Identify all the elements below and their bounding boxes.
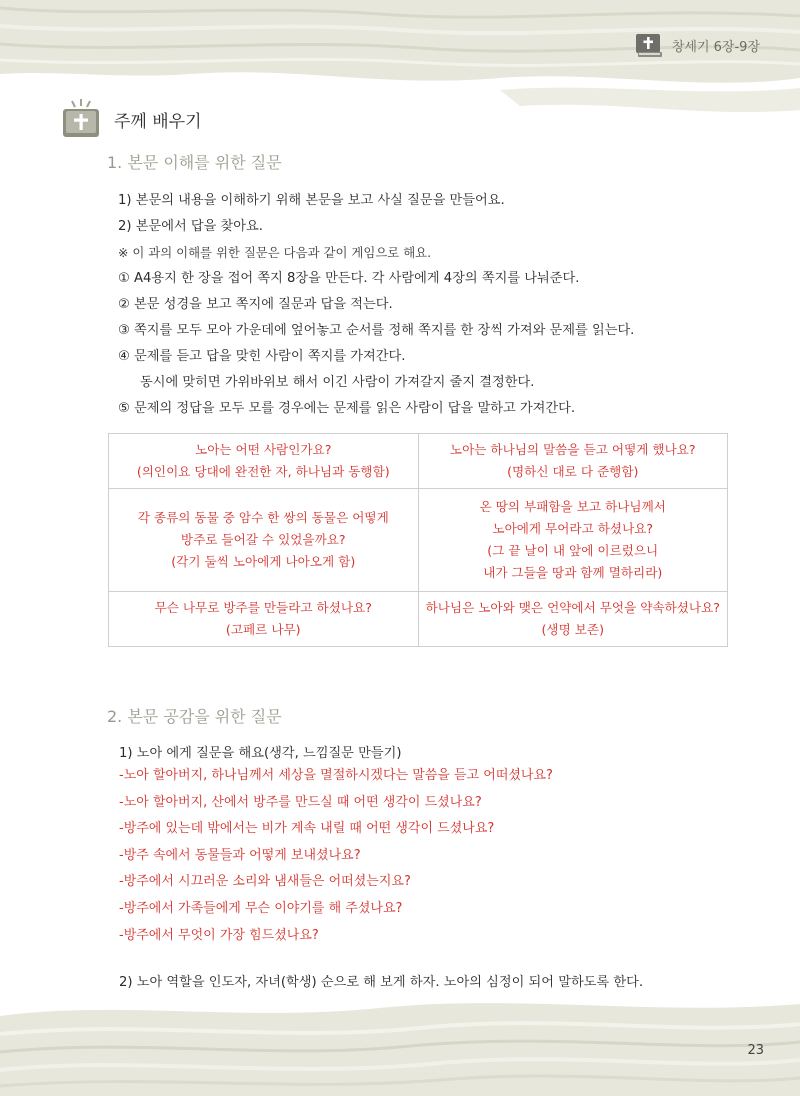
- question-text: 하나님은 노아와 맺은 언약에서 무엇을 약속하셨나요?: [425, 600, 720, 615]
- table-row: [109, 434, 728, 489]
- part2-heading: 2. 본문 공감을 위한 질문: [107, 707, 282, 726]
- question-text: 온 땅의 부패함을 보고 하나님께서: [479, 499, 666, 514]
- open-bible-icon: [60, 99, 102, 139]
- section-header: [60, 99, 202, 139]
- instruction-step: ③ 쪽지를 모두 모아 가운데에 엎어놓고 순서를 정해 쪽지를 한 장씩 가져와 문제를 읽는다.: [118, 323, 635, 338]
- question-text: 각 종류의 동물 중 암수 한 쌍의 동물은 어떻게: [137, 510, 389, 525]
- chapter-reference: 창세기 6장-9장: [671, 39, 760, 55]
- bible-book-icon: [634, 31, 664, 59]
- question-answer-table: [108, 433, 728, 647]
- chapter-tag: [634, 31, 760, 59]
- part2-intro: 1) 노아 에게 질문을 해요(생각, 느낌질문 만들기): [119, 746, 402, 761]
- instruction-step: ② 본문 성경을 보고 쪽지에 질문과 답을 적는다.: [118, 297, 393, 312]
- answer-text: (명하신 대로 다 준행함): [507, 464, 639, 479]
- question-text: 노아에게 무어라고 하셨나요?: [492, 521, 654, 536]
- list-item: -방주에서 가족들에게 무슨 이야기를 해 주셨나요?: [119, 900, 403, 916]
- instruction-note: ※ 이 과의 이해를 위한 질문은 다음과 같이 게임으로 해요.: [118, 245, 432, 260]
- section-title: 주께 배우기: [114, 111, 202, 132]
- list-item: -방주에서 시끄러운 소리와 냄새들은 어떠셨는지요?: [119, 874, 411, 890]
- answer-text: 내가 그들을 땅과 함께 멸하리라): [483, 565, 663, 580]
- instruction-step: ④ 문제를 듣고 답을 맞힌 사람이 쪽지를 가져간다.: [118, 349, 406, 364]
- instruction-step-continued: 동시에 맞히면 가위바위보 해서 이긴 사람이 가져갈지 줄지 결정한다.: [140, 375, 535, 390]
- answer-text: (그 끝 날이 내 앞에 이르렀으니: [487, 543, 659, 558]
- list-item: -방주에서 무엇이 가장 힘드셨나요?: [119, 927, 319, 943]
- instruction-line: 1) 본문의 내용을 이해하기 위해 본문을 보고 사실 질문을 만들어요.: [118, 193, 505, 208]
- table-cell: [418, 434, 728, 489]
- list-item: -방주에 있는데 밖에서는 비가 계속 내릴 때 어떤 생각이 드셨나요?: [119, 821, 495, 837]
- empathy-question-list: [119, 763, 553, 949]
- table-cell: [109, 592, 419, 647]
- wave-background-bottom: [0, 986, 800, 1096]
- instruction-line: 2) 본문에서 답을 찾아요.: [118, 219, 263, 234]
- part2-outro: 2) 노아 역할을 인도자, 자녀(학생) 순으로 해 보게 하자. 노아의 심정이 되어 말하도록 한다.: [119, 975, 644, 990]
- question-text: 노아는 하나님의 말씀을 듣고 어떻게 했나요?: [449, 442, 696, 457]
- instruction-step: ⑤ 문제의 정답을 모두 모를 경우에는 문제를 읽은 사람이 답을 말하고 가져간다.: [118, 401, 576, 416]
- part1-instructions: [118, 188, 758, 422]
- table-cell: [109, 434, 419, 489]
- list-item: -노아 할아버지, 하나님께서 세상을 멸절하시겠다는 말씀을 듣고 어떠셨나요?: [119, 768, 553, 783]
- page-number: 23: [747, 1043, 764, 1058]
- instruction-step: ① A4용지 한 장을 접어 쪽지 8장을 만든다. 각 사람에게 4장의 쪽지를 나눠준다.: [118, 271, 580, 286]
- list-item: -방주 속에서 동물들과 어떻게 보내셨나요?: [119, 847, 361, 863]
- answer-text: (각기 둘씩 노아에게 나아오게 함): [171, 554, 356, 569]
- table-row: [109, 592, 728, 647]
- answer-text: (의인이요 당대에 완전한 자, 하나님과 동행함): [136, 464, 390, 479]
- answer-text: (고페르 나무): [225, 622, 301, 637]
- list-item: -노아 할아버지, 산에서 방주를 만드실 때 어떤 생각이 드셨나요?: [119, 794, 482, 810]
- question-text: 노아는 어떤 사람인가요?: [195, 442, 332, 457]
- table-cell: [418, 592, 728, 647]
- question-text: 방주로 들어갈 수 있었을까요?: [180, 532, 346, 547]
- part1-heading: 1. 본문 이해를 위한 질문: [107, 153, 282, 172]
- table-cell: [418, 489, 728, 592]
- question-text: 무슨 나무로 방주를 만들라고 하셨나요?: [154, 600, 372, 615]
- answer-text: (생명 보존): [541, 622, 604, 637]
- table-row: [109, 489, 728, 592]
- table-cell: [109, 489, 419, 592]
